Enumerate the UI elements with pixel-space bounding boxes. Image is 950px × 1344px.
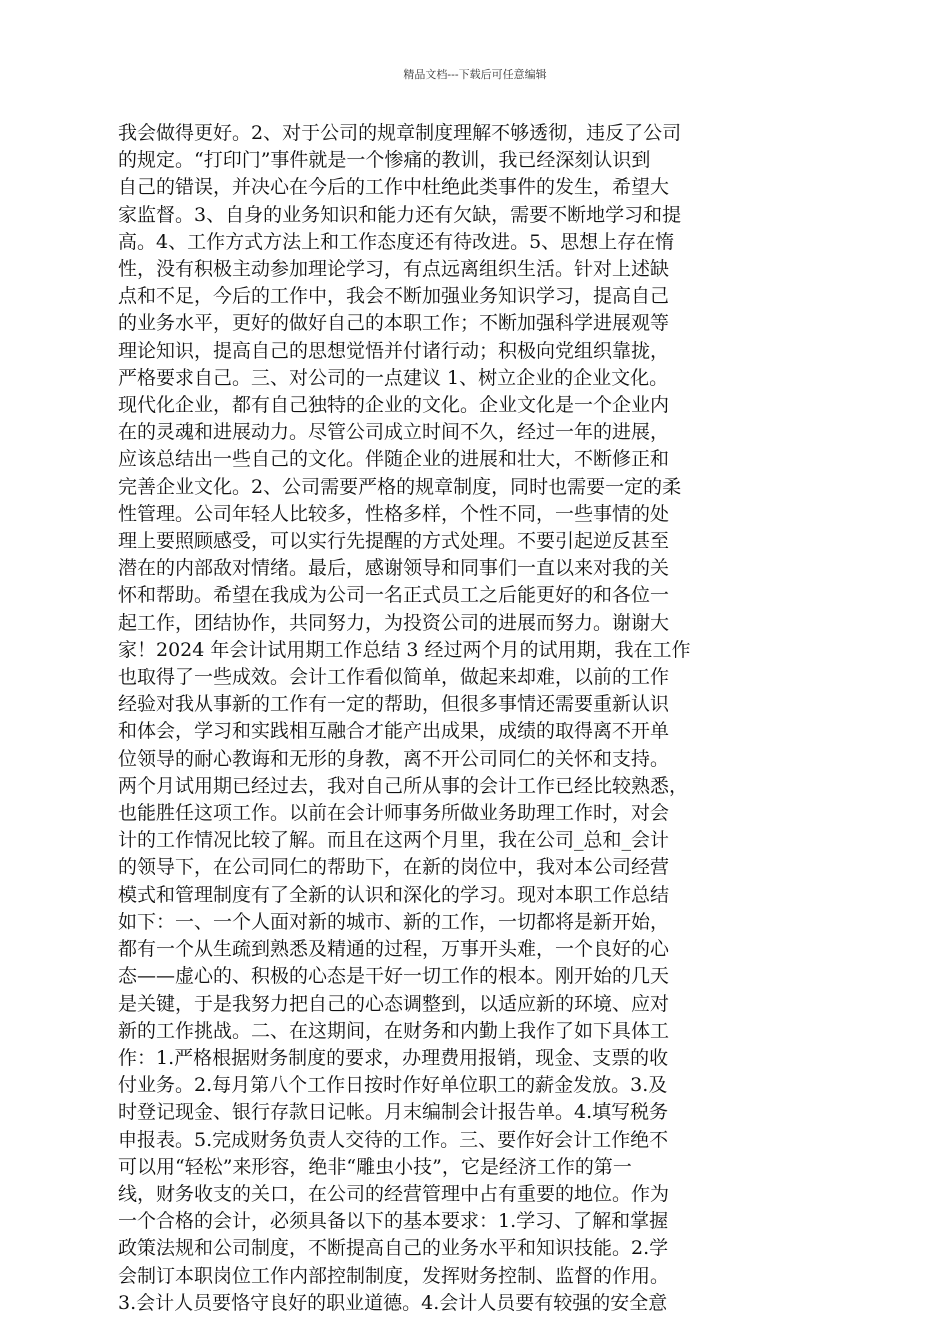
text-line: 性管理。公司年轻人比较多，性格多样，个性不同，一些事情的处 — [118, 502, 670, 525]
text-line: 在的灵魂和进展动力。尽管公司成立时间不久，经过一年的进展， — [118, 421, 670, 444]
text-line: 和体会，学习和实践相互融合才能产出成果，成绩的取得离不开单 — [118, 720, 670, 743]
text-line: 起工作，团结协作，共同努力，为投资公司的进展而努力。谢谢大 — [118, 611, 670, 634]
text-line: 潜在的内部敌对情绪。最后，感谢领导和同事们一直以来对我的关 — [118, 557, 670, 580]
text-line: 两个月试用期已经过去，我对自己所从事的会计工作已经比较熟悉， — [118, 774, 689, 797]
text-line: 完善企业文化。2、公司需要严格的规章制度，同时也需要一定的柔 — [118, 475, 682, 498]
text-line: 可以用“轻松”来形容，绝非“雕虫小技”，它是经济工作的第一 — [118, 1155, 632, 1178]
text-line: 现代化企业，都有自己独特的企业的文化。企业文化是一个企业内 — [118, 394, 670, 417]
text-line: 申报表。5.完成财务负责人交待的工作。三、要作好会计工作绝不 — [118, 1128, 669, 1151]
text-line: 会制订本职岗位工作内部控制制度，发挥财务控制、监督的作用。 — [118, 1264, 670, 1287]
text-line: 付业务。2.每月第八个工作日按时作好单位职工的薪金发放。3.及 — [118, 1074, 668, 1097]
text-line: 严格要求自己。三、对公司的一点建议 1、树立企业的企业文化。 — [118, 366, 669, 389]
text-line: 怀和帮助。希望在我成为公司一名正式员工之后能更好的和各位一 — [118, 584, 670, 607]
text-line: 理上要照顾感受，可以实行先提醒的方式处理。不要引起逆反甚至 — [118, 530, 670, 553]
text-line: 高。4、工作方式方法上和工作态度还有待改进。5、思想上存在惰 — [118, 230, 675, 253]
text-line: 的业务水平，更好的做好自己的本职工作；不断加强科学进展观等 — [118, 312, 670, 335]
text-line: 的规定。“打印门”事件就是一个惨痛的教训，我已经深刻认识到 — [118, 149, 651, 172]
text-line: 的领导下，在公司同仁的帮助下，在新的岗位中，我对本公司经营 — [118, 856, 670, 879]
text-line: 态——虚心的、积极的心态是干好一切工作的根本。刚开始的几天 — [118, 965, 670, 988]
text-line: 经验对我从事新的工作有一定的帮助，但很多事情还需要重新认识 — [118, 693, 670, 716]
text-line: 应该总结出一些自己的文化。伴随企业的进展和壮大，不断修正和 — [118, 448, 670, 471]
text-line: 一个合格的会计，必须具备以下的基本要求：1.学习、了解和掌握 — [118, 1210, 669, 1233]
text-line: 家监督。3、自身的业务知识和能力还有欠缺，需要不断地学习和提 — [118, 203, 682, 226]
text-line: 也取得了一些成效。会计工作看似简单，做起来却难，以前的工作 — [118, 666, 670, 689]
text-line: 是关键，于是我努力把自己的心态调整到，以适应新的环境、应对 — [118, 992, 670, 1015]
text-line: 模式和管理制度有了全新的认识和深化的学习。现对本职工作总结 — [118, 883, 670, 906]
text-line: 自己的错误，并决心在今后的工作中杜绝此类事件的发生，希望大 — [118, 176, 670, 199]
text-line: 位领导的耐心教诲和无形的身教，离不开公司同仁的关怀和支持。 — [118, 747, 670, 770]
text-line: 也能胜任这项工作。以前在会计师事务所做业务助理工作时，对会 — [118, 802, 670, 825]
text-line: 作：1.严格根据财务制度的要求，办理费用报销，现金、支票的收 — [118, 1046, 669, 1069]
text-line: 都有一个从生疏到熟悉及精通的过程，万事开头难，一个良好的心 — [118, 938, 670, 961]
text-line: 性，没有积极主动参加理论学习，有点远离组织生活。针对上述缺 — [118, 258, 670, 281]
page-header: 精品文档---下载后可任意编辑 — [403, 68, 547, 81]
text-line: 家！2024 年会计试用期工作总结 3 经过两个月的试用期，我在工作 — [118, 638, 691, 661]
body-paragraph — [118, 120, 832, 1317]
text-line: 线，财务收支的关口，在公司的经营管理中占有重要的地位。作为 — [118, 1182, 670, 1205]
text-line: 3.会计人员要恪守良好的职业道德。4.会计人员要有较强的安全意 — [118, 1291, 668, 1314]
text-line: 新的工作挑战。二、在这期间，在财务和内勤上我作了如下具体工 — [118, 1019, 670, 1042]
text-line: 时登记现金、银行存款日记帐。月末编制会计报告单。4.填写税务 — [118, 1101, 669, 1124]
text-line: 点和不足，今后的工作中，我会不断加强业务知识学习，提高自己 — [118, 285, 670, 308]
text-line: 理论知识，提高自己的思想觉悟并付诸行动；积极向党组织靠拢， — [118, 339, 670, 362]
text-line: 我会做得更好。2、对于公司的规章制度理解不够透彻，违反了公司 — [118, 122, 682, 144]
text-line: 计的工作情况比较了解。而且在这两个月里，我在公司_总和_会计 — [118, 829, 670, 852]
text-line: 政策法规和公司制度，不断提高自己的业务水平和知识技能。2.学 — [118, 1237, 669, 1260]
text-line: 如下：一、一个人面对新的城市、新的工作，一切都将是新开始， — [118, 910, 670, 933]
